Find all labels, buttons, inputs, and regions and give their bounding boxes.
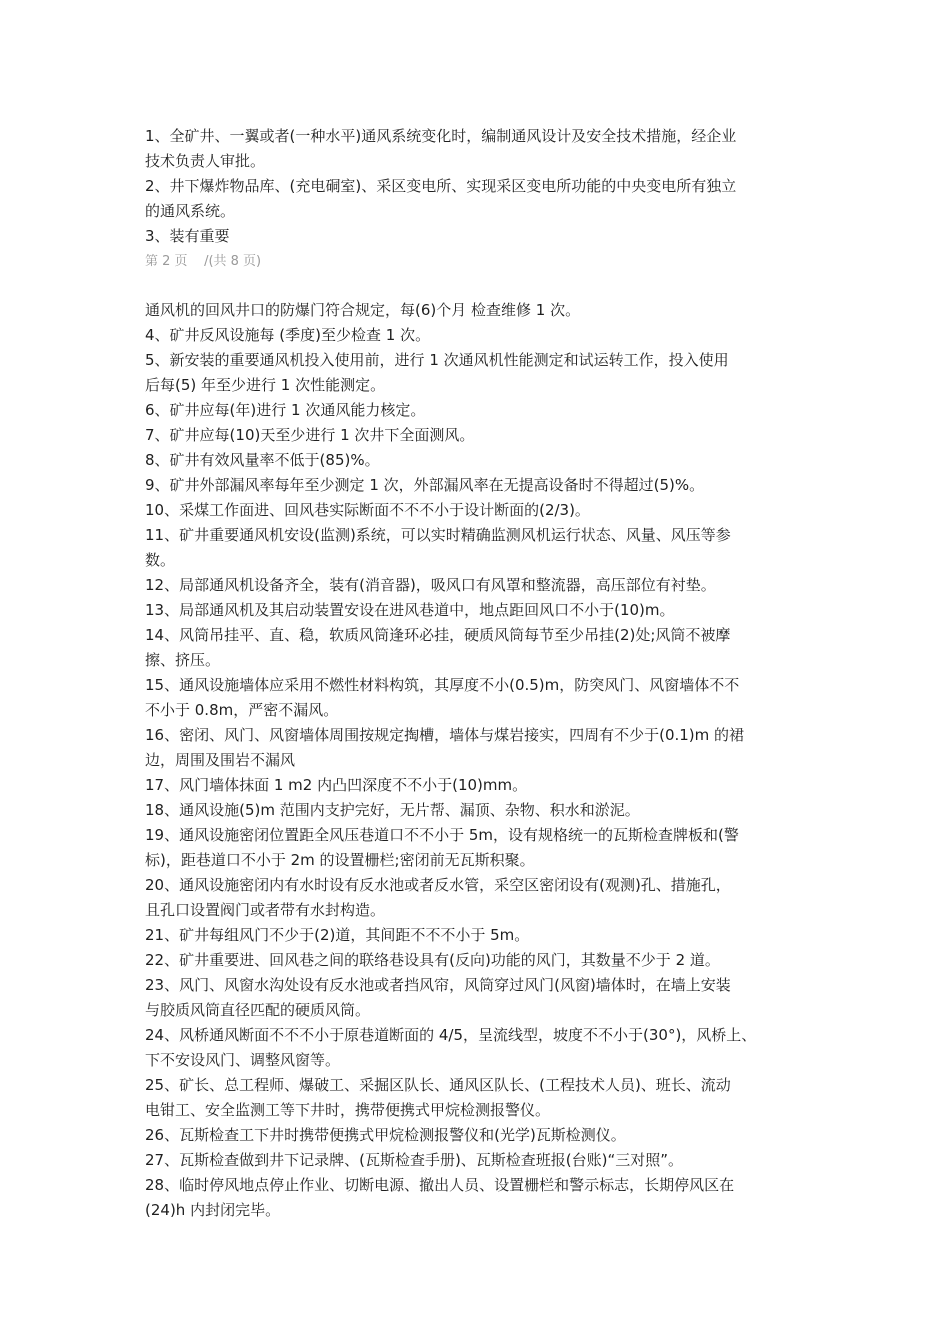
paragraph-item-10: 10、采煤工作面进、回风巷实际断面不不不小于设计断面的(2/3)。: [145, 501, 590, 519]
paragraph-item-11: 11、矿井重要通风机安设(监测)系统，可以实时精确监测风机运行状态、风量、风压等参 数。: [145, 526, 731, 569]
paragraph-item-21: 21、矿井每组风门不少于(2)道，其间距不不不小于 5m。: [145, 926, 530, 944]
paragraph-item-8: 8、矿井有效风量率不低于(85)%。: [145, 451, 380, 469]
paragraph-item-4: 4、矿井反风设施每 (季度)至少检查 1 次。: [145, 326, 431, 344]
paragraph-item-9: 9、矿井外部漏风率每年至少测定 1 次，外部漏风率在无提高设备时不得超过(5)%。: [145, 476, 705, 494]
paragraph-item-17: 17、风门墙体抹面 1 m2 内凸凹深度不不小于(10)mm。: [145, 776, 528, 794]
paragraph-item-28: 28、临时停风地点停止作业、切断电源、撤出人员、设置栅栏和警示标志，长期停风区在 (24)h 内封闭完毕。: [145, 1176, 735, 1219]
paragraph-item-5: 5、新安装的重要通风机投入使用前，进行 1 次通风机性能测定和试运转工作，投入使用 后每(5) 年至少进行 1 次性能测定。: [145, 351, 729, 394]
paragraph-item-2: 2、井下爆炸物品库、(充电硐室)、采区变电所、实现采区变电所功能的中央变电所有独立 的通风系统。: [145, 177, 737, 220]
paragraph-item-15: 15、通风设施墙体应采用不燃性材料构筑，其厚度不小(0.5)m，防突风门、风窗墙体不不 不小于 0.8m，严密不漏风。: [145, 676, 740, 719]
paragraph-item-22: 22、矿井重要进、回风巷之间的联络巷设具有(反向)功能的风门，其数量不少于 2 道。: [145, 951, 720, 969]
paragraph-item-1: 1、全矿井、一翼或者(一种水平)通风系统变化时，编制通风设计及安全技术措施，经企业 技术负责人审批。: [145, 127, 737, 170]
paragraph-item-26: 26、瓦斯检查工下井时携带便携式甲烷检测报警仪和(光学)瓦斯检测仪。: [145, 1126, 626, 1144]
page-number-marker: 第 2 页 /(共 8 页): [145, 254, 262, 269]
paragraph-item-24: 24、风桥通风断面不不不小于原巷道断面的 4/5，呈流线型，坡度不不小于(30°)，风桥上、 下不安设风门、调整风窗等。: [145, 1026, 757, 1069]
paragraph-item-27: 27、瓦斯检查做到井下记录牌、(瓦斯检查手册)、瓦斯检查班报(台账)“三对照”。: [145, 1151, 684, 1169]
paragraph-item-23: 23、风门、风窗水沟处设有反水池或者挡风帘，风筒穿过风门(风窗)墙体时，在墙上安装 与胶质风筒直径匹配的硬质风筒。: [145, 976, 731, 1019]
paragraph-item-25: 25、矿长、总工程师、爆破工、采掘区队长、通风区队长、(工程技术人员)、班长、流动 电钳工、安全监测工等下井时，携带便携式甲烷检测报警仪。: [145, 1076, 731, 1119]
paragraph-item-20: 20、通风设施密闭内有水时设有反水池或者反水管，采空区密闭设有(观测)孔、措施孔， 且孔口设置阀门或者带有水封构造。: [145, 876, 731, 919]
paragraph-item-13: 13、局部通风机及其启动装置安设在进风巷道中，地点距回风口不小于(10)m。: [145, 601, 675, 619]
document-page: [145, 124, 815, 1223]
paragraph-item-14: 14、风筒吊挂平、直、稳，软质风筒逢环必挂，硬质风筒每节至少吊挂(2)处;风筒不被摩 擦、挤压。: [145, 626, 731, 669]
paragraph-item-12: 12、局部通风机设备齐全，装有(消音器)，吸风口有风罩和整流器，高压部位有衬垫。: [145, 576, 716, 594]
paragraph-item-16: 16、密闭、风门、风窗墙体周围按规定掏槽，墙体与煤岩接实，四周有不少于(0.1)m 的裙 边，周围及围岩不漏风: [145, 726, 745, 769]
paragraph-item-7: 7、矿井应每(10)天至少进行 1 次井下全面测风。: [145, 426, 475, 444]
paragraph-item-3-start: 3、装有重要: [145, 227, 230, 245]
paragraph-item-6: 6、矿井应每(年)进行 1 次通风能力核定。: [145, 401, 426, 419]
paragraph-item-19: 19、通风设施密闭位置距全风压巷道口不不小于 5m，设有规格统一的瓦斯检查牌板和(警 标)，距巷道口不小于 2m 的设置栅栏;密闭前无瓦斯积聚。: [145, 826, 739, 869]
paragraph-item-18: 18、通风设施(5)m 范围内支护完好，无片帮、漏顶、杂物、积水和淤泥。: [145, 801, 640, 819]
paragraph-item-3-cont: 通风机的回风井口的防爆门符合规定，每(6)个月 检查维修 1 次。: [145, 301, 581, 319]
